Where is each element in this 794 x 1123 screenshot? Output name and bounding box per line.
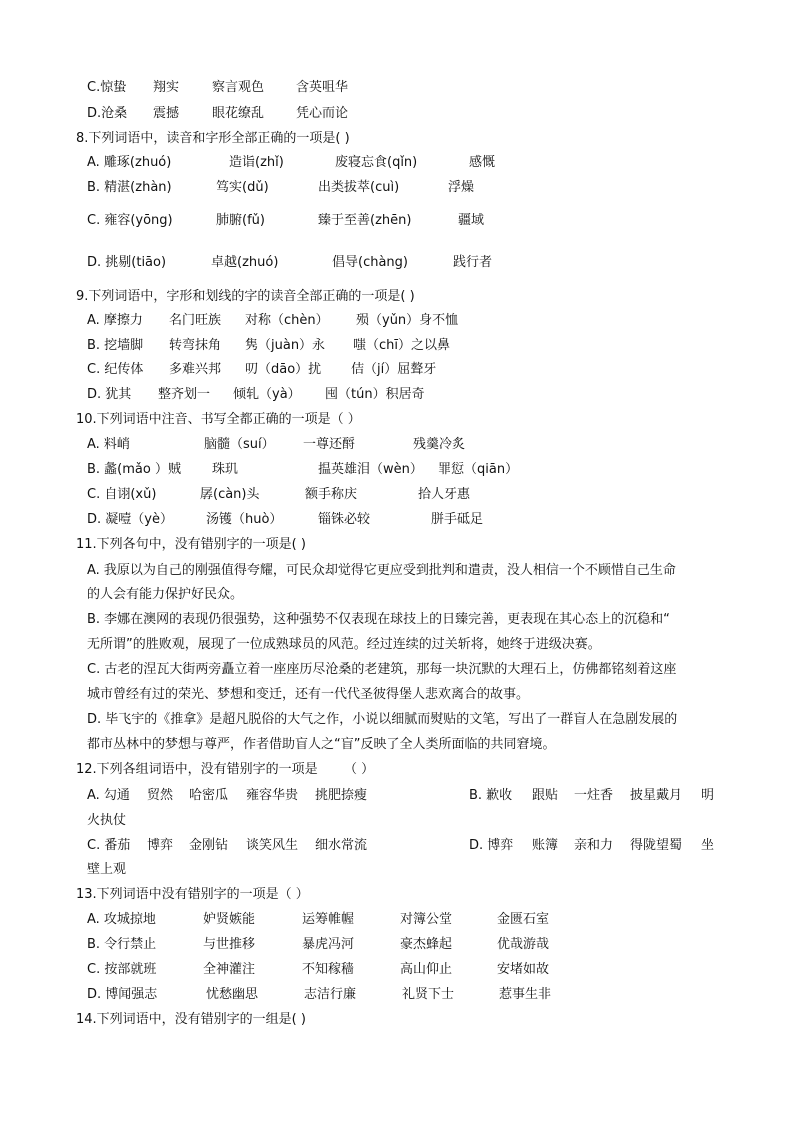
option-text: 嗤（chī）之以鼻	[353, 338, 450, 353]
option-text: D. 博弈	[469, 838, 514, 853]
option-text: C. 纪传体	[87, 362, 144, 377]
option-text: 拾人牙惠	[418, 487, 471, 502]
option-text: 卓越(zhuó)	[211, 255, 279, 270]
option-text: D.沧桑	[87, 106, 128, 121]
stem-text: 12.下列各组词语中，没有错别字的一项是	[76, 762, 318, 777]
option-text: 运筹帷幄	[302, 912, 355, 927]
option-text: 额手称庆	[305, 487, 358, 502]
option-text: C. 自诩(xǔ)	[87, 487, 157, 502]
option-text: 得陇望蜀	[630, 838, 683, 853]
option-text: 惹事生非	[499, 987, 552, 1002]
question-14-stem: 14.下列词语中，没有错别字的一组是( )	[76, 1012, 306, 1027]
q12-option-b-wrap: 火执仗	[87, 813, 127, 828]
option-text: 账簿	[532, 838, 559, 853]
answer-blank: （ ）	[344, 762, 375, 777]
option-text: D. 挑剔(tiāo)	[87, 255, 167, 270]
option-text: 震撼	[153, 106, 180, 121]
option-text: B. 精湛(zhàn)	[87, 180, 172, 195]
option-text: 一尊还酹	[303, 437, 356, 452]
option-text: 含英咀华	[296, 80, 349, 95]
option-text: A. 料峭	[87, 437, 130, 452]
option-text: 揾英雄泪（wèn）	[318, 462, 423, 477]
option-text: 对称（chèn）	[245, 313, 329, 328]
option-text: 罪愆（qiān）	[438, 462, 519, 477]
option-text: 不知稼穑	[302, 962, 355, 977]
option-text: 倾轧（yà）	[233, 387, 301, 402]
option-text: 凭心而论	[296, 106, 349, 121]
question-8-stem: 8.下列词语中，读音和字形全部正确的一项是( )	[76, 131, 350, 146]
option-text: A. 勾通	[87, 788, 130, 803]
option-text: 豪杰蜂起	[400, 937, 453, 952]
option-text: 雍容华贵	[246, 788, 299, 803]
option-text: 忧愁幽思	[206, 987, 259, 1002]
option-text: 对簿公堂	[400, 912, 453, 927]
option-text: 礼贤下士	[402, 987, 455, 1002]
option-text: B. 挖墙脚	[87, 338, 144, 353]
q11-option-a-line1: A. 我原以为自己的刚强值得夸耀，可民众却觉得它更应受到批判和遣责，没人相信一个不顾惜自己生命	[87, 563, 676, 578]
option-text: 察言观色	[212, 80, 265, 95]
option-text: 叨（dāo）扰	[245, 362, 322, 377]
option-text: 坐	[701, 838, 715, 853]
option-text: 暴虎冯河	[302, 937, 355, 952]
option-text: 一炷香	[574, 788, 614, 803]
option-text: 肺腑(fǔ)	[216, 213, 265, 228]
option-text: 孱(càn)头	[200, 487, 260, 502]
question-11-stem: 11.下列各句中，没有错别字的一项是( )	[76, 537, 306, 552]
q11-option-d-line1: D. 毕飞宇的《推拿》是超凡脱俗的大气之作，小说以细腻而熨贴的文笔，写出了一群盲人在急剧发展的	[87, 712, 678, 727]
option-text: C. 番茄	[87, 838, 131, 853]
question-13-stem: 13.下列词语中没有错别字的一项是（ ）	[76, 887, 309, 902]
q11-option-c-line1: C. 古老的涅瓦大街两旁矗立着一座座历尽沧桑的老建筑，那每一块沉默的大理石上，仿佛都铭刻着这座	[87, 662, 677, 677]
option-text: 明	[701, 788, 715, 803]
option-text: 浮燥	[448, 180, 475, 195]
option-text: 囤（tún）积居奇	[325, 387, 425, 402]
option-text: 倡导(chàng)	[332, 255, 408, 270]
option-text: D. 凝噎（yè）	[87, 512, 173, 527]
option-text: 志洁行廉	[304, 987, 357, 1002]
option-text: 名门旺族	[169, 313, 222, 328]
option-text: B. 蠡(mǎo ）贼	[87, 462, 181, 477]
option-text: 贸然	[147, 788, 174, 803]
option-text: 安堵如故	[497, 962, 550, 977]
option-text: 全神灌注	[203, 962, 256, 977]
option-text: 谈笑风生	[246, 838, 299, 853]
option-text: 残羹冷炙	[413, 437, 466, 452]
question-9-stem: 9.下列词语中，字形和划线的字的读音全部正确的一项是( )	[76, 289, 415, 304]
q12-option-d-wrap: 壁上观	[87, 862, 127, 877]
option-text: B. 歉收	[469, 788, 513, 803]
option-text: 妒贤嫉能	[203, 912, 256, 927]
option-text: 眼花缭乱	[212, 106, 265, 121]
option-text: 隽（juàn）永	[245, 338, 326, 353]
q11-option-c-line2: 城市曾经有过的荣光、梦想和变迁，还有一代代圣彼得堡人悲欢离合的故事。	[87, 687, 530, 702]
option-text: A. 攻城掠地	[87, 912, 156, 927]
option-text: 高山仰止	[400, 962, 453, 977]
option-text: 金刚钻	[189, 838, 229, 853]
option-text: B. 令行禁止	[87, 937, 157, 952]
option-text: 疆域	[458, 213, 485, 228]
option-text: 殒（yǔn）身不恤	[356, 313, 459, 328]
option-text: 细水常流	[315, 838, 368, 853]
option-text: 跟贴	[532, 788, 559, 803]
option-text: 哈密瓜	[189, 788, 229, 803]
option-text: 胼手砥足	[431, 512, 484, 527]
option-text: 笃实(dǔ)	[216, 180, 269, 195]
option-text: 优哉游哉	[497, 937, 550, 952]
option-text: 汤镬（huò）	[206, 512, 283, 527]
option-text: 臻于至善(zhēn)	[318, 213, 412, 228]
option-text: D. 博闻强志	[87, 987, 158, 1002]
option-text: A. 雕琢(zhuó)	[87, 155, 172, 170]
option-text: C. 雍容(yōng)	[87, 213, 173, 228]
option-text: 锱铢必较	[318, 512, 371, 527]
q11-option-d-line2: 都市丛林中的梦想与尊严，作者借助盲人之“盲”反映了全人类所面临的共同窘境。	[87, 737, 556, 752]
option-text: D. 犹其	[87, 387, 132, 402]
option-text: A. 摩擦力	[87, 313, 143, 328]
option-text: 佶（jí）屈聱牙	[351, 362, 437, 377]
option-text: 博弈	[147, 838, 174, 853]
option-text: 翔实	[153, 80, 180, 95]
option-text: C.惊蛰	[87, 80, 127, 95]
option-text: 多难兴邦	[169, 362, 222, 377]
option-text: 造诣(zhǐ)	[229, 155, 284, 170]
q11-option-a-line2: 的人会有能力保护好民众。	[87, 587, 244, 602]
option-text: 出类拔萃(cuì)	[318, 180, 400, 195]
option-text: 整齐划一	[158, 387, 211, 402]
question-10-stem: 10.下列词语中注音、书写全都正确的一项是（ ）	[76, 412, 361, 427]
q11-option-b-line2: 无所谓”的胜败观，展现了一位成熟球员的风范。经过连续的过关斩将，她终于进级决赛。	[87, 637, 601, 652]
option-text: 金匮石室	[497, 912, 550, 927]
option-text: C. 按部就班	[87, 962, 157, 977]
option-text: 披星戴月	[630, 788, 683, 803]
option-text: 废寝忘食(qǐn)	[335, 155, 418, 170]
q11-option-b-line1: B. 李娜在澳网的表现仍很强势，这种强势不仅表现在球技上的日臻完善，更表现在其心态上的沉稳和“	[87, 612, 670, 627]
option-text: 感慨	[469, 155, 496, 170]
option-text: 脑髓（suí）	[204, 437, 275, 452]
option-text: 践行者	[453, 255, 493, 270]
option-text: 亲和力	[574, 838, 614, 853]
option-text: 挑肥捺瘦	[315, 788, 368, 803]
option-text: 珠玑	[212, 462, 239, 477]
option-text: 转弯抹角	[169, 338, 222, 353]
option-text: 与世推移	[203, 937, 256, 952]
